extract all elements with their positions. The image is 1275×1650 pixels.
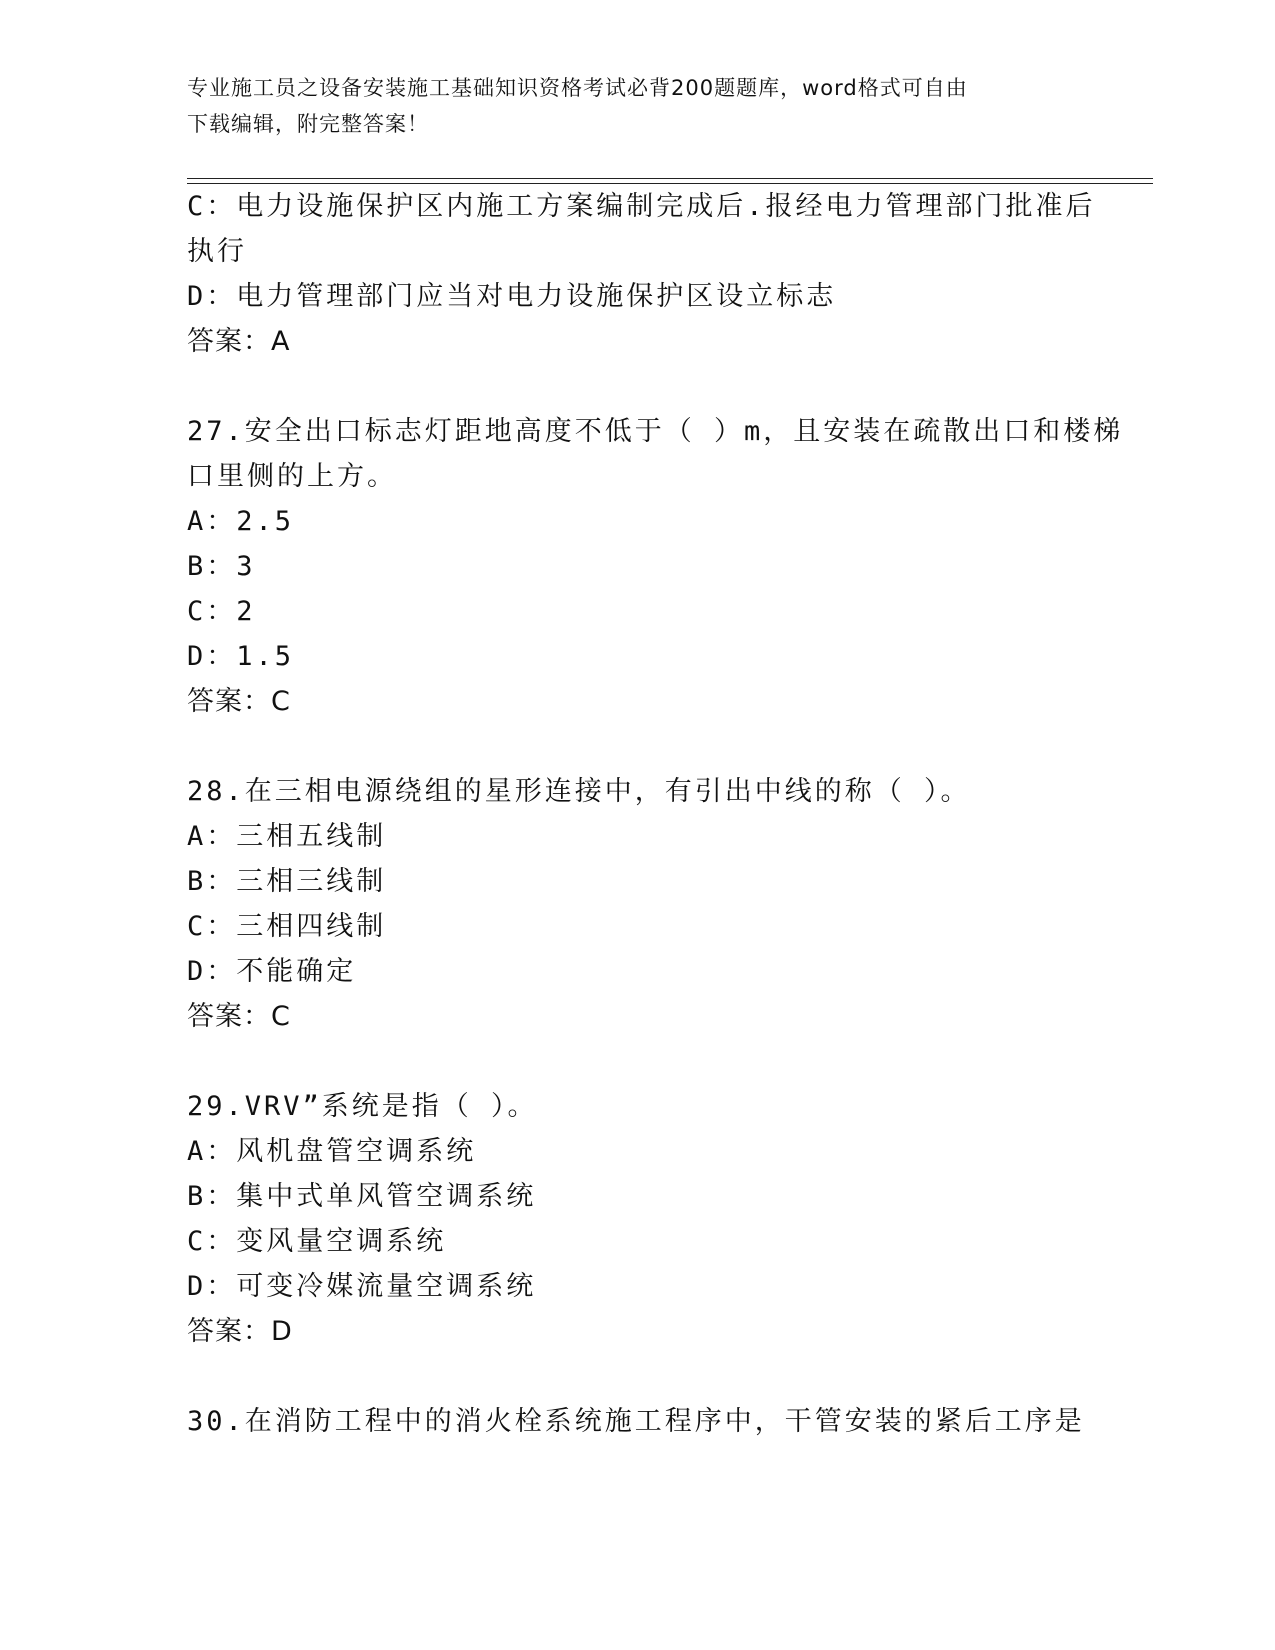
q27-option-b: B：3 [187,551,256,582]
q26-option-d: D：电力管理部门应当对电力设施保护区设立标志 [187,281,837,312]
q28-answer: 答案：C [187,1001,291,1032]
q26-option-c-line2: 执行 [187,236,247,267]
q27-option-d: D：1.5 [187,641,295,672]
q28-option-d: D：不能确定 [187,956,357,987]
q30-stem: 30.在消防工程中的消火栓系统施工程序中，干管安装的紧后工序是 [187,1406,1085,1437]
header-line-1: 专业施工员之设备安装施工基础知识资格考试必背200题题库，word格式可自由 [187,76,968,100]
q28-option-c: C：三相四线制 [187,911,387,942]
q28-stem: 28.在三相电源绕组的星形连接中，有引出中线的称（ ）。 [187,776,971,807]
q28-option-a: A：三相五线制 [187,821,387,852]
header-line-2: 下载编辑，附完整答案！ [187,112,429,136]
q26-answer: 答案：A [187,326,291,357]
document-header [187,70,1087,142]
q29-option-a: A：风机盘管空调系统 [187,1136,477,1167]
q29-option-b: B：集中式单风管空调系统 [187,1181,537,1212]
q29-option-c: C：变风量空调系统 [187,1226,447,1257]
header-divider-bottom [187,183,1153,184]
q27-stem-line1: 27.安全出口标志灯距地高度不低于（ ）m，且安装在疏散出口和楼梯 [187,416,1124,447]
q27-answer: 答案：C [187,686,291,717]
q29-stem: 29.VRV”系统是指（ ）。 [187,1091,538,1122]
q26-option-c-line1: C：电力设施保护区内施工方案编制完成后.报经电力管理部门批准后 [187,191,1096,222]
q29-option-d: D：可变冷媒流量空调系统 [187,1271,537,1302]
q27-option-a: A：2.5 [187,506,295,537]
q29-answer: 答案：D [187,1316,293,1347]
header-divider-top [187,178,1153,179]
q27-stem-line2: 口里侧的上方。 [187,461,397,492]
q28-option-b: B：三相三线制 [187,866,387,897]
q27-option-c: C：2 [187,596,256,627]
